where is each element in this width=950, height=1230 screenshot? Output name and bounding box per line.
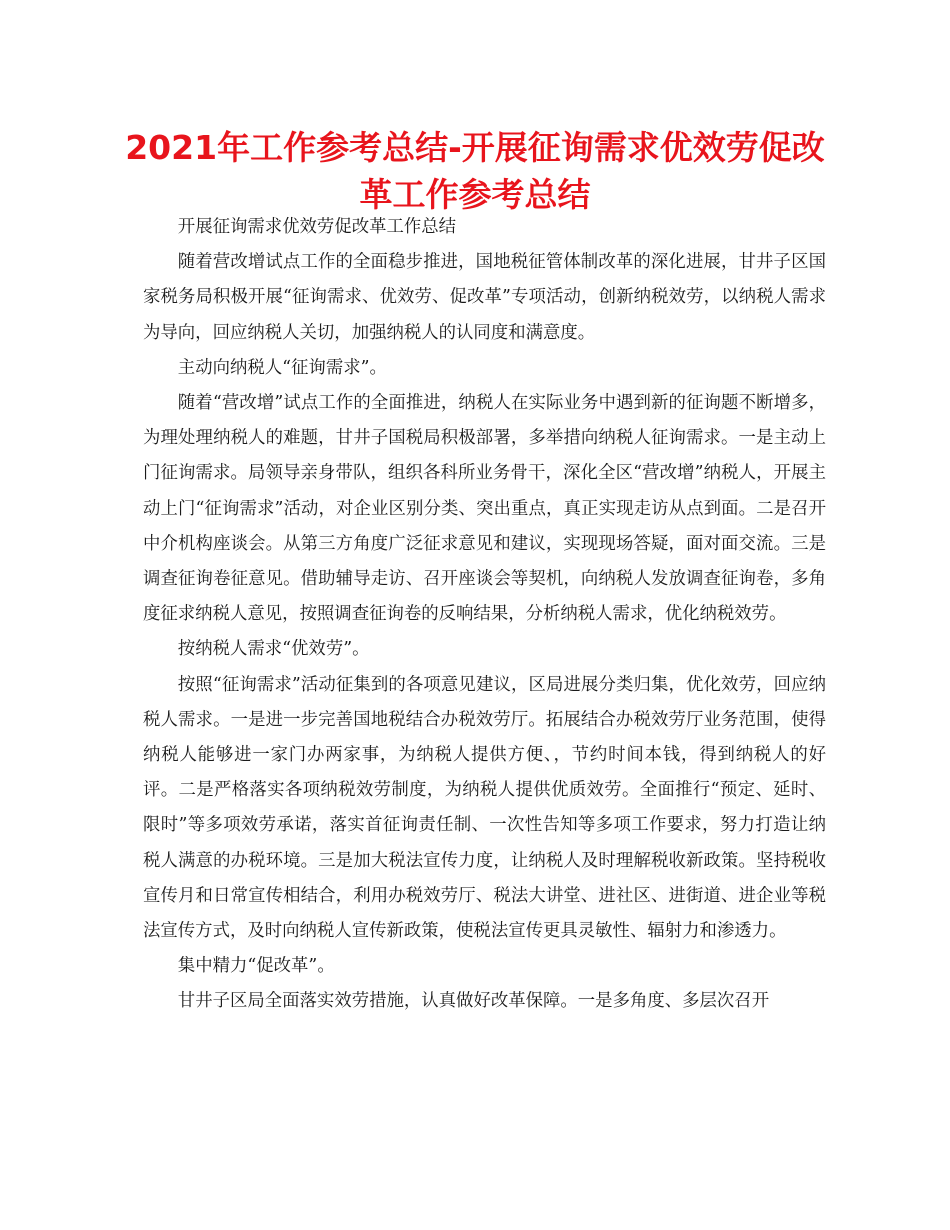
section-heading-1: 主动向纳税人“征询需求”。 bbox=[177, 357, 387, 378]
section-heading-2: 按纳税人需求“优效劳”。 bbox=[177, 639, 370, 660]
paragraph-section-3: 甘井子区局全面落实效劳措施，认真做好改革保障。一是多角度、多层次召开 bbox=[177, 991, 770, 1012]
document-body bbox=[143, 210, 826, 1020]
document-title: 2021年工作参考总结-开展征询需求优效劳促改革工作参考总结 bbox=[125, 128, 825, 214]
section-heading-3: 集中精力“促改革”。 bbox=[177, 956, 335, 977]
paragraph-section-2: 按照“征询需求”活动征集到的各项意见建议，区局进展分类归集，优化效劳，回应纳税人需求。一是进一步完善国地税结合办税效劳厅。拓展结合办税效劳厅业务范围，使得纳税人能够进一家门办两家事，为纳税人提供方便、，节约时间本钱，得到纳税人的好评。二是严格落实各项纳税效劳制度，为纳税人提供优质效劳。全面推行“预定、延时、限时”等多项效劳承诺，落实首征询责任制、一次性告知等多项工作要求，努力打造让纳税人满意的办税环境。三是加大税法宣传力度，让纳税人及时理解税收新政策。坚持税收宣传月和日常宣传相结合，利用办税效劳厅、税法大讲堂、进社区、进街道、进企业等税法宣传方式，及时向纳税人宣传新政策，使税法宣传更具灵敏性、辐射力和渗透力。 bbox=[143, 674, 826, 942]
paragraph-intro: 随着营改增试点工作的全面稳步推进，国地税征管体制改革的深化进展，甘井子区国家税务局积极开展“征询需求、优效劳、促改革”专项活动，创新纳税效劳，以纳税人需求为导向，回应纳税人关切，加强纳税人的认同度和满意度。 bbox=[143, 252, 826, 343]
paragraph-section-1: 随着“营改增”试点工作的全面推进，纳税人在实际业务中遇到新的征询题不断增多，为理处理纳税人的难题，甘井子国税局积极部署，多举措向纳税人征询需求。一是主动上门征询需求。局领导亲身带队，组织各科所业务骨干，深化全区“营改增”纳税人，开展主动上门“征询需求”活动，对企业区别分类、突出重点，真正实现走访从点到面。二是召开中介机构座谈会。从第三方角度广泛征求意见和建议，实现现场答疑，面对面交流。三是调查征询卷征意见。借助辅导走访、召开座谈会等契机，向纳税人发放调查征询卷，多角度征求纳税人意见，按照调查征询卷的反响结果，分析纳税人需求，优化纳税效劳。 bbox=[143, 393, 826, 625]
paragraph-subtitle: 开展征询需求优效劳促改革工作总结 bbox=[177, 217, 457, 237]
